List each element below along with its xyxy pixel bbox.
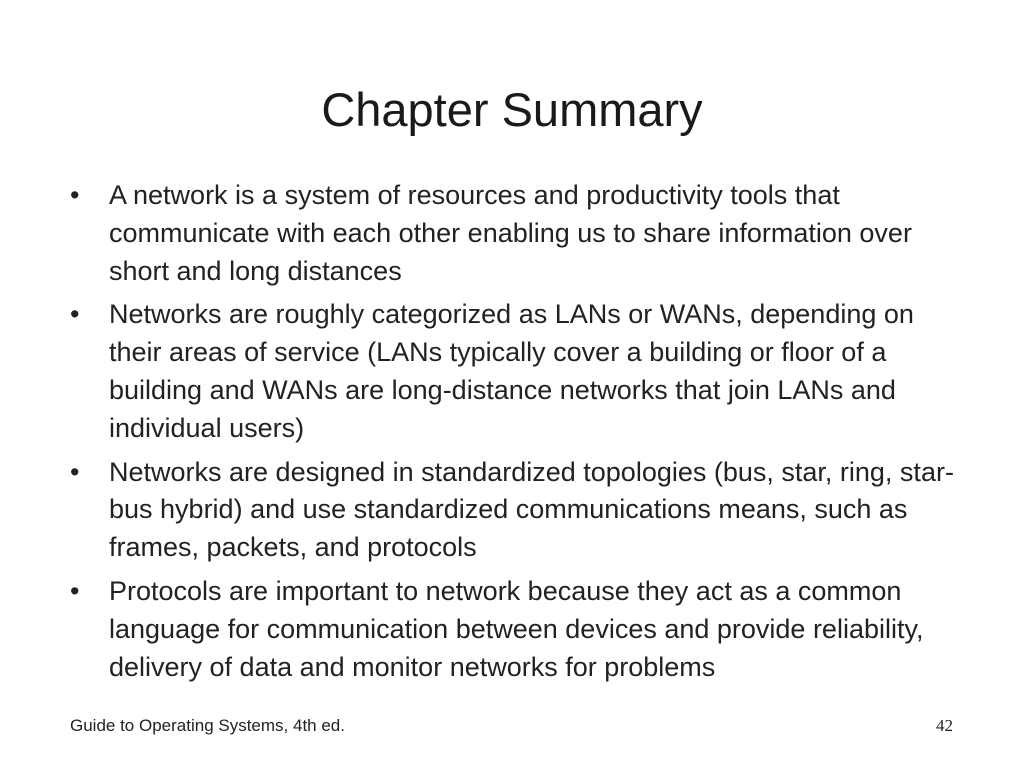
bullet-marker: • bbox=[70, 299, 80, 330]
bullet-item bbox=[70, 573, 970, 686]
bullet-text: Protocols are important to network because they act as a common language for communication between devices and provide reliability, delivery of data and monitor networks for problems bbox=[109, 575, 924, 682]
bullet-marker: • bbox=[70, 180, 80, 210]
page-number: 42 bbox=[936, 716, 953, 735]
bullet-list bbox=[70, 177, 970, 692]
footer-book-title: Guide to Operating Systems, 4th ed. bbox=[70, 716, 345, 735]
bullet-item bbox=[70, 177, 970, 290]
bullet-item bbox=[70, 454, 970, 567]
bullet-text: A network is a system of resources and productivity tools that communicate with each other enabling us to share information over short and long distances bbox=[109, 180, 912, 286]
bullet-item bbox=[70, 296, 970, 447]
bullet-text: Networks are roughly categorized as LANs or WANs, depending on their areas of service (LANs typically cover a building or floor of a building and WANs are long-distance networks that join LANs and individual users) bbox=[109, 299, 914, 443]
bullet-marker: • bbox=[70, 575, 80, 606]
bullet-text: Networks are designed in standardized topologies (bus, star, ring, star-bus hybrid) and use standardized communications means, such as frames, packets, and protocols bbox=[109, 456, 954, 563]
bullet-marker: • bbox=[70, 456, 80, 487]
slide-title: Chapter Summary bbox=[321, 83, 703, 136]
